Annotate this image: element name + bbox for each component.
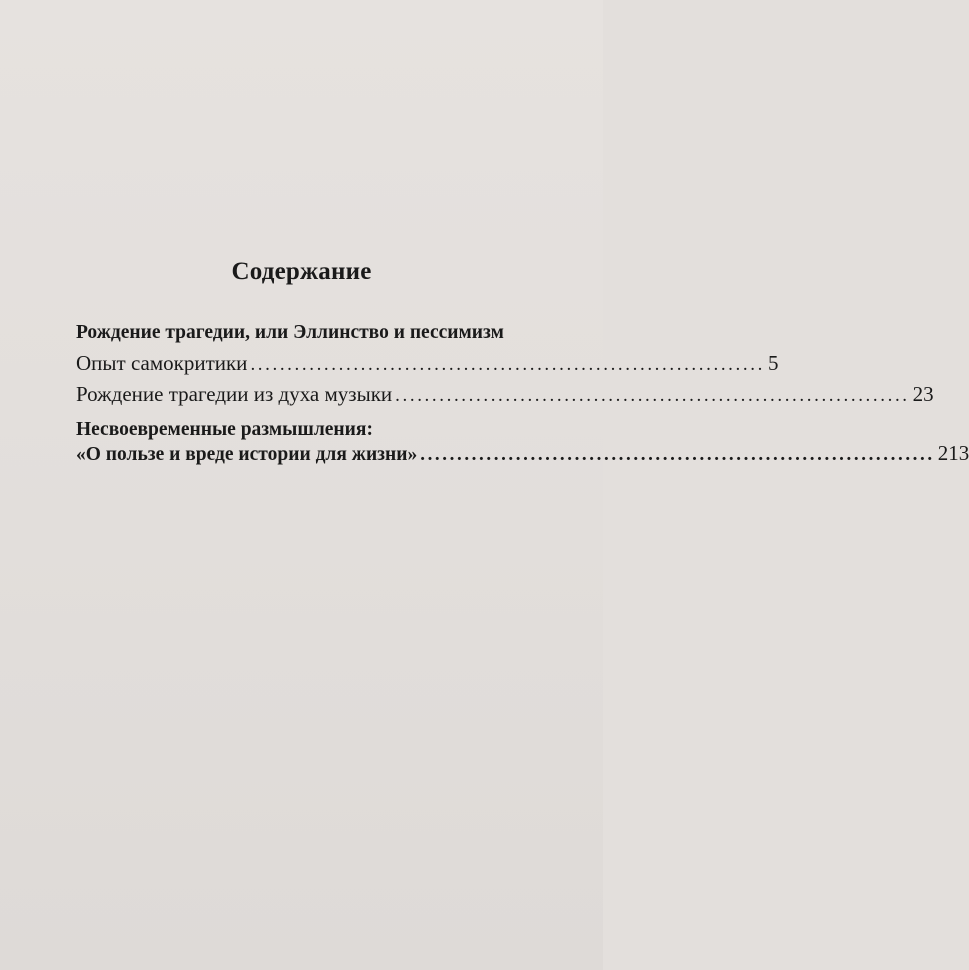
toc-part-title: Рождение трагедии, или Эллинство и пессимизм	[76, 322, 504, 343]
toc-entry[interactable]	[76, 350, 779, 378]
dot-leader: ......................................................................	[250, 354, 765, 375]
toc-entry-title: Рождение трагедии из духа музыки	[76, 382, 393, 406]
toc-entry-title: «О пользе и вреде истории для жизни»	[76, 444, 418, 465]
toc-entry-title: Опыт самокритики	[76, 351, 248, 375]
toc-entry-page: 213	[937, 441, 969, 465]
toc-heading: Содержание	[231, 258, 372, 285]
dot-leader: ......................................................................	[395, 385, 910, 406]
toc-entry[interactable]	[76, 440, 969, 468]
toc-entry[interactable]	[76, 381, 934, 409]
dot-leader: ......................................................................	[420, 444, 935, 465]
toc-entry-page: 23	[912, 382, 934, 406]
toc-entry-page: 5	[767, 351, 779, 375]
toc-part-title: Несвоевременные размышления:	[76, 419, 373, 440]
